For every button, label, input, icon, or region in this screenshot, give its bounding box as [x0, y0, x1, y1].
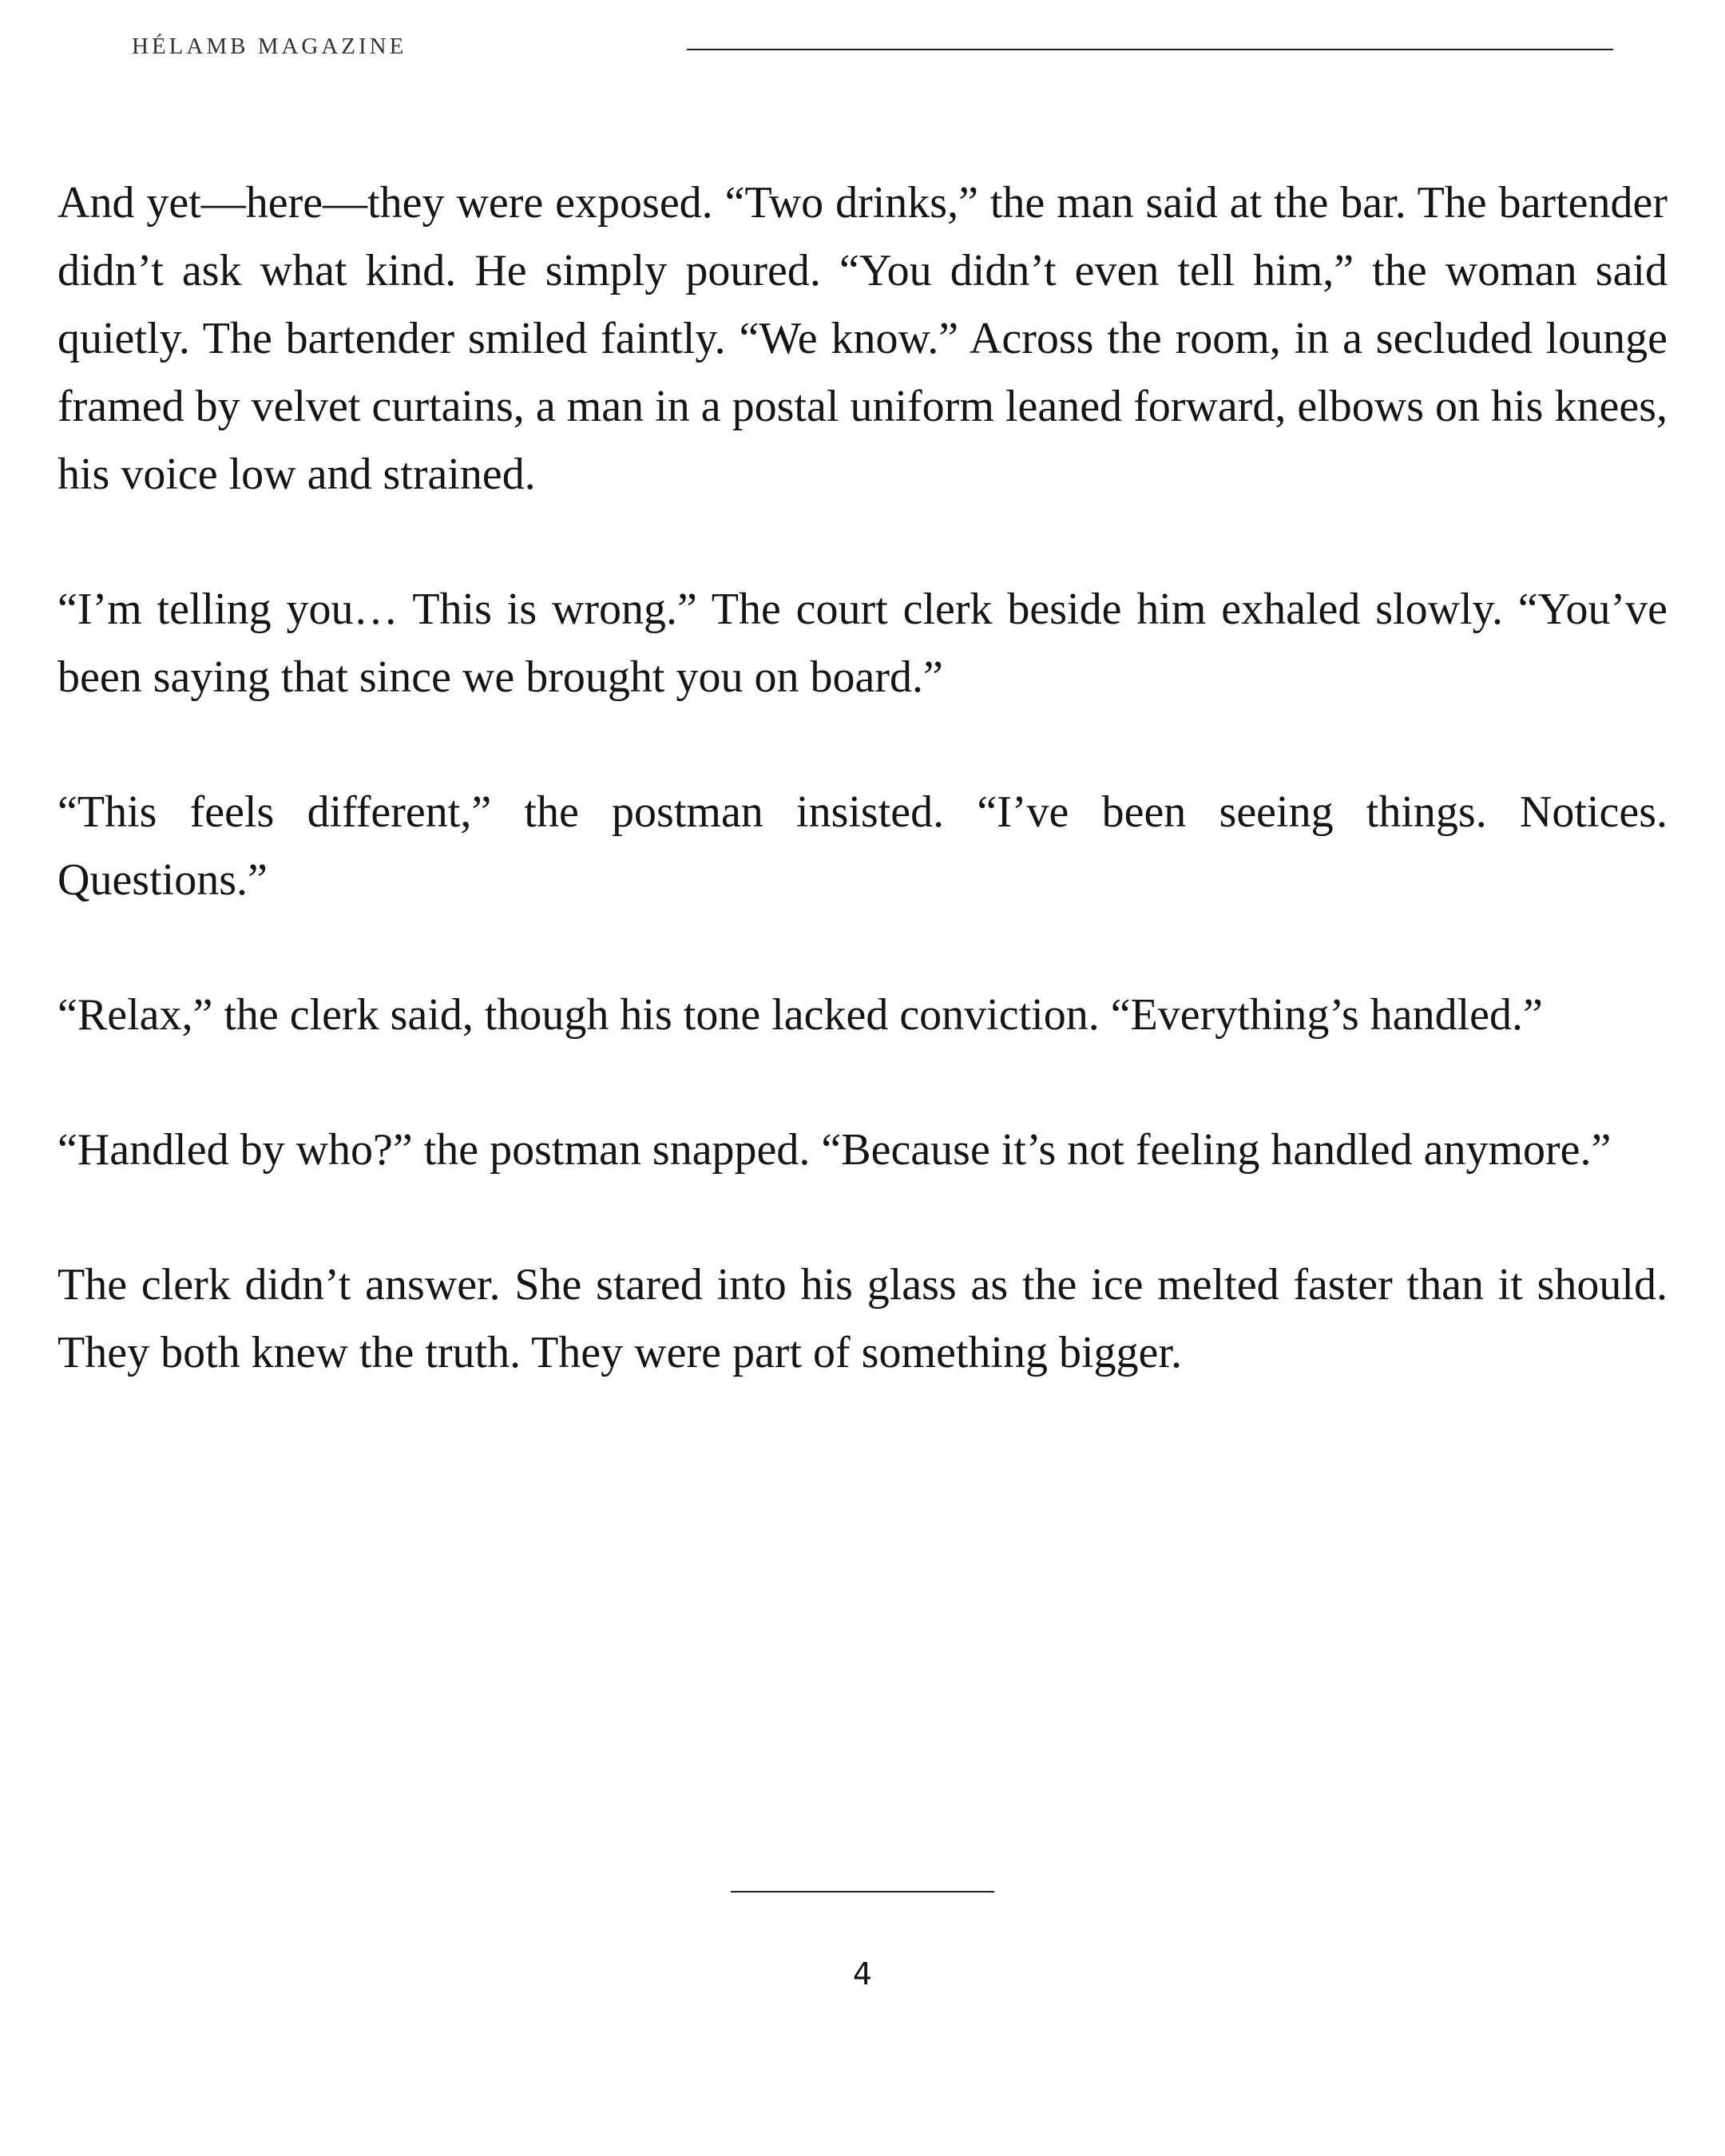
paragraph: The clerk didn’t answer. She stared into his glass as the ice melted faster than it should. They both knew the truth. They were part of something bigger.: [58, 1260, 1668, 1377]
magazine-title: HÉLAMB MAGAZINE: [132, 34, 407, 59]
page-number: 4: [852, 1956, 873, 1992]
header-divider: [687, 49, 1613, 50]
paragraph: And yet—here—they were exposed. “Two drinks,” the man said at the bar. The bartender didn’t ask what kind. He simply poured. “You didn’t even tell him,” the woman said quietly. The bartender smiled faintly. “We know.” Across the room, in a secluded lounge framed by velvet curtains, a man in a postal uniform leaned forward, elbows on his knees, his voice low and strained.: [58, 178, 1668, 499]
paragraph: “I’m telling you… This is wrong.” The court clerk beside him exhaled slowly. “You’ve been saying that since we brought you on board.”: [58, 585, 1668, 702]
article-body: [58, 169, 1668, 1454]
paragraph: “This feels different,” the postman insisted. “I’ve been seeing things. Notices. Questions.”: [58, 787, 1668, 905]
footer-divider: [731, 1891, 994, 1892]
paragraph: “Relax,” the clerk said, though his tone lacked conviction. “Everything’s handled.”: [58, 990, 1543, 1040]
paragraph: “Handled by who?” the postman snapped. “Because it’s not feeling handled anymore.”: [58, 1125, 1612, 1175]
